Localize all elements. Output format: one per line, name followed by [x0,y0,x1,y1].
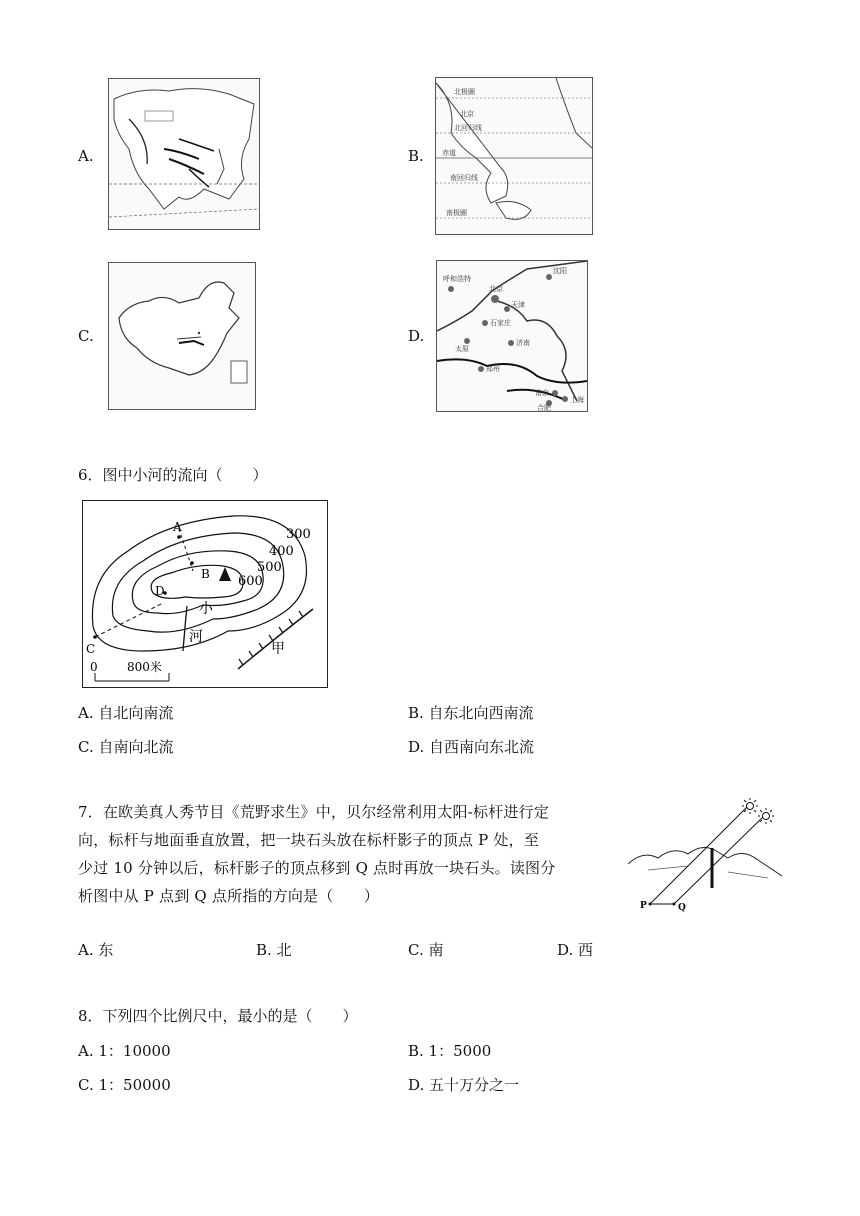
river-label: 小 [199,601,213,617]
question-line: 7．在欧美真人秀节目《荒野求生》中，贝尔经常利用太阳-标杆进行定 [78,803,550,821]
sun-icon [742,798,758,814]
map-label: 沈阳 [553,267,567,275]
option-letter: D. [408,327,425,345]
point-p-label: P [640,901,647,911]
contour-map [82,500,328,688]
q8-stem: 8．下列四个比例尺中，最小的是（ ） [78,1007,358,1025]
map-label: 南极圈 [446,209,467,217]
map-label: 北极圈 [454,88,475,96]
question-line: 向，标杆与地面垂直放置，把一块石头放在标杆影子的顶点 P 处，至 [78,831,540,849]
q8-option-d[interactable]: D. 五十万分之一 [408,1076,520,1094]
point-label: C [86,642,96,656]
point-label: A [173,520,182,534]
sun-icon [758,808,774,824]
point-label: B [201,567,210,581]
map-label: 南回归线 [450,174,478,182]
map-label: 赤道 [442,149,456,157]
map-label: 天津 [511,301,525,309]
contour-label: 500 [257,560,282,575]
q7-stem [78,798,618,910]
point-q-label: Q [678,903,686,913]
river-label: 河 [189,629,203,645]
sun-pole-figure [628,798,782,914]
map-label: 上海 [570,396,584,404]
map-label: 太原 [455,345,469,353]
q7-option-b[interactable]: B. 北 [256,941,292,959]
q6-option-d[interactable]: D. 自西南向东北流 [408,738,535,756]
q8-option-a[interactable]: A. 1：10000 [78,1042,171,1060]
map-label: 北京 [489,285,503,293]
map-label: 郑州 [486,365,500,373]
contour-label: 400 [269,544,294,559]
option-letter: C. [78,327,94,345]
map-label: 合肥 [537,404,551,411]
q6-option-a[interactable]: A. 自北向南流 [78,704,174,722]
map-label: 呼和浩特 [443,275,471,283]
map-label: 济南 [516,339,530,347]
map-label: 石家庄 [490,319,511,327]
contour-label: 600 [238,574,263,589]
map-label: 北回归线 [454,124,482,132]
question-line: 析图中从 P 点到 Q 点所指的方向是（ ） [78,887,380,905]
pacific-map [435,77,593,235]
question-text: 图中小河的流向（ ） [102,466,268,484]
question-line: 少过 10 分钟以后，标杆影子的顶点移到 Q 点时再放一块石头。读图分 [78,859,556,877]
q6-option-c[interactable]: C. 自南向北流 [78,738,174,756]
contour-label: 300 [286,527,311,542]
north-china-cities-map [436,260,588,412]
place-label: 甲 [271,641,285,657]
q6-stem [78,465,268,485]
point-label: D [155,584,165,598]
q8-option-b[interactable]: B. 1：5000 [408,1042,492,1060]
option-letter: A. [78,147,94,165]
map-label: 北京 [460,110,474,118]
q7-option-c[interactable]: C. 南 [408,941,444,959]
q8-option-c[interactable]: C. 1：50000 [78,1076,171,1094]
china-map [108,262,256,410]
q6-option-b[interactable]: B. 自东北向西南流 [408,704,534,722]
q7-option-a[interactable]: A. 东 [78,941,114,959]
map-label: 南京 [535,389,549,397]
scale-distance: 800米 [127,660,162,674]
question-number: 6． [78,466,103,484]
asia-map [108,78,260,230]
option-letter: B. [408,147,424,165]
scale-zero: 0 [90,660,98,674]
q7-option-d[interactable]: D. 西 [557,941,594,959]
